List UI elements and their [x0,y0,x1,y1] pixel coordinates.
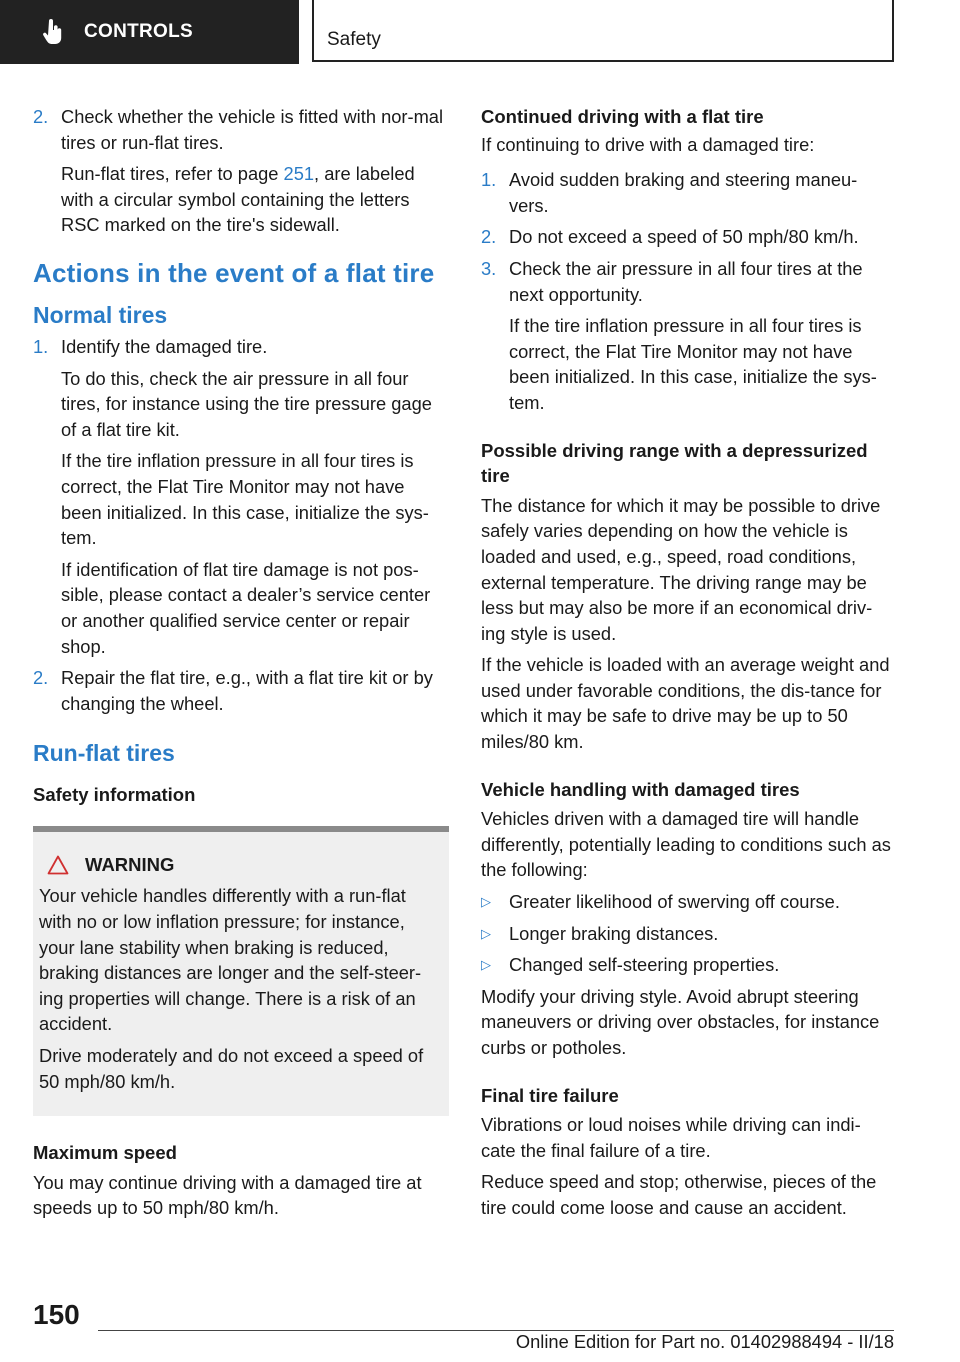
bullet-text: Longer braking distances. [509,922,719,944]
bullet-text: Greater likelihood of swerving off course. [509,891,840,913]
warning-text: Your vehicle handles differently with a run-flat with no or low inflation pressure; for instance, your lane stability when braking is reduced, braking distances are longer and the self-steer‐ing properties will change. There is a risk of an accident. [39,885,422,1035]
paragraph: If the vehicle is loaded with an average weight and used under favorable conditions, the dis‐tance for which it may be safe to drive may be up to 50 miles/80 km. [481,654,890,753]
hand-pointer-icon [42,19,64,45]
paragraph: Do not exceed a speed of 50 mph/80 km/h. [509,226,859,248]
triangle-bullet-icon: ▷ [481,957,491,973]
subheading: Final tire failure [481,1084,619,1106]
paragraph: Run-flat tires, refer to page 251, are labeled with a circular symbol containing the letters RSC marked on the tire's sidewall. [61,163,415,236]
subheading: Vehicle handling with damaged tires [481,778,800,800]
bullet-text: Changed self-steering properties. [509,954,780,976]
paragraph: If continuing to drive with a damaged tire: [481,133,815,155]
left-column [33,104,449,1227]
list-number: 1. [33,335,49,357]
list-number: 2. [481,226,497,248]
list-item [481,224,895,250]
paragraph: If the tire inflation pressure in all four tires is correct, the Flat Tire Monitor may not have been initialized. In this case, initialize the sys‐tem. [61,450,429,549]
list-number: 1. [481,169,497,191]
list-number: 3. [481,257,497,279]
header-title: Safety [327,29,381,50]
section-heading: Actions in the event of a flat tire [33,257,435,288]
bullet-item [481,921,895,947]
subsection-heading: Normal tires [33,301,168,328]
subheading: Safety information [33,784,196,806]
subheading: Maximum speed [33,1142,177,1164]
paragraph: The distance for which it may be possible to drive safely varies depending on how the vehicle is loaded and used, e.g., speed, road conditions, external temperature. The driving range may be less but may also be more if an economical driv‐ing style is used. [481,494,881,644]
continued-driving-list [481,167,895,415]
paragraph: Modify your driving style. Avoid abrupt steering maneuvers or driving over obstacles, for instance curbs or potholes. [481,985,880,1058]
paragraph: If the tire inflation pressure in all four tires is correct, the Flat Tire Monitor may not have been initialized. In this case, initialize the sys‐tem. [509,315,877,413]
paragraph: Repair the flat tire, e.g., with a flat tire kit or by changing the wheel. [61,667,433,714]
subheading: Possible driving range with a depressurized tire [481,439,868,487]
list-item [33,665,449,716]
header-section-label: CONTROLS [84,21,194,42]
paragraph: If identification of flat tire damage is not pos‐sible, please contact a dealer’s service center or another qualified service center or repair shop. [61,558,431,657]
page-number: 150 [33,1299,80,1330]
list-item [481,167,895,218]
warning-title: WARNING [85,853,175,875]
paragraph: Check whether the vehicle is fitted with nor‐mal tires or run-flat tires. [61,106,444,153]
subsection-heading: Run-flat tires [33,740,175,767]
subheading: Continued driving with a flat tire [481,106,764,127]
paragraph: Avoid sudden braking and steering maneu‐vers. [509,169,858,216]
handling-bullet-list [481,889,895,978]
paragraph: Vehicles driven with a damaged tire will handle differently, potentially leading to conditions such as the following: [481,808,891,881]
header-section-tab [0,0,299,64]
list-item [33,334,449,659]
footer-edition: Online Edition for Part no. 01402988494 - II/18 [515,1331,894,1352]
paragraph: You may continue driving with a damaged tire at speeds up to 50 mph/80 km/h. [33,1171,422,1219]
list-number: 2. [33,106,49,127]
paragraph: To do this, check the air pressure in all four tires, for instance using the tire pressure gage of a flat tire kit. [61,367,432,440]
triangle-bullet-icon: ▷ [481,894,491,910]
paragraph: Check the air pressure in all four tires at the next opportunity. [509,257,863,305]
normal-tires-list [33,334,449,716]
paragraph: Vibrations or loud noises while driving can indi‐cate the final failure of a tire. [481,1114,861,1161]
bullet-item [481,889,895,915]
warning-box [33,826,449,1116]
right-column [481,104,895,1227]
warning-triangle-icon [47,855,69,875]
page-reference-link[interactable]: 251 [283,163,315,185]
bullet-item [481,952,895,978]
list-item [481,256,895,416]
list-number: 2. [33,667,49,689]
paragraph: Identify the damaged tire. [61,335,268,357]
header-title-box [312,0,894,62]
list-item [33,104,449,238]
warning-text: Drive moderately and do not exceed a speed of 50 mph/80 km/h. [39,1045,424,1092]
triangle-bullet-icon: ▷ [481,925,491,941]
paragraph: Reduce speed and stop; otherwise, pieces of the tire could come loose and cause an accident. [481,1171,877,1218]
